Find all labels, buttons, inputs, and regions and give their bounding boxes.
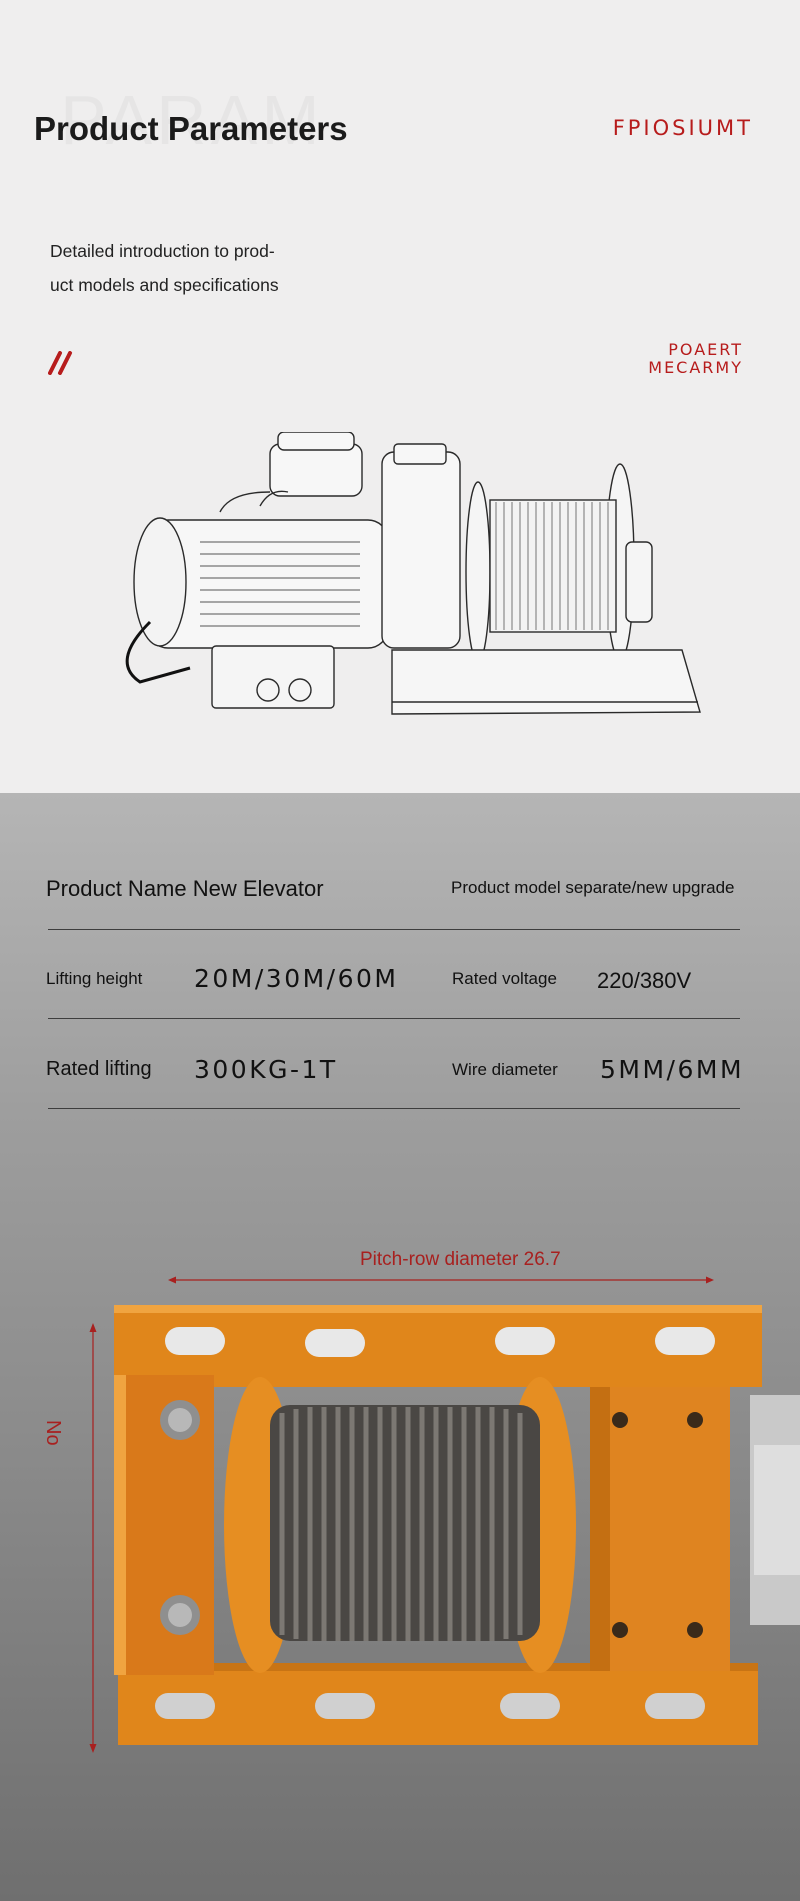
spec-label-lifting-height: Lifting height: [46, 969, 143, 988]
divider: [48, 1108, 740, 1109]
brand-label-secondary: [648, 341, 743, 377]
product-name: Product Name New Elevator: [46, 876, 324, 901]
spec-label-wire-diameter: Wire diameter: [452, 1060, 558, 1079]
brand2-line-1: POAERT: [668, 340, 743, 359]
width-dimension-label: Pitch-row diameter 26.7: [360, 1249, 561, 1270]
divider: [48, 929, 740, 930]
spec-label-rated-lifting: Rated lifting: [46, 1058, 152, 1080]
intro-line-1: Detailed introduction to prod-: [50, 241, 275, 261]
brand-label: FPIOSIUMT: [612, 116, 753, 140]
divider: [48, 1018, 740, 1019]
page-title: Product Parameters: [34, 110, 348, 147]
spec-value-lifting-height: 20M/30M/60M: [194, 964, 399, 993]
height-dimension-arrow: [86, 1322, 100, 1754]
product-model: Product model separate/new upgrade: [451, 878, 735, 897]
height-dimension-label: No: [42, 1420, 64, 1446]
brand2-line-2: MECARMY: [648, 358, 743, 377]
double-slash-icon: [48, 351, 74, 375]
intro-section: [0, 0, 800, 793]
width-dimension-arrow: [166, 1274, 716, 1286]
spec-label-rated-voltage: Rated voltage: [452, 969, 557, 988]
intro-text: [50, 234, 310, 302]
winch-sketch-image: [120, 432, 710, 732]
winch-drum-image: [110, 1295, 800, 1775]
spec-value-wire-diameter: 5MM/6MM: [600, 1055, 745, 1084]
intro-line-2: uct models and specifications: [50, 275, 279, 295]
spec-value-rated-voltage: 220/380V: [597, 968, 692, 993]
spec-value-rated-lifting: 300KG-1T: [194, 1055, 338, 1084]
